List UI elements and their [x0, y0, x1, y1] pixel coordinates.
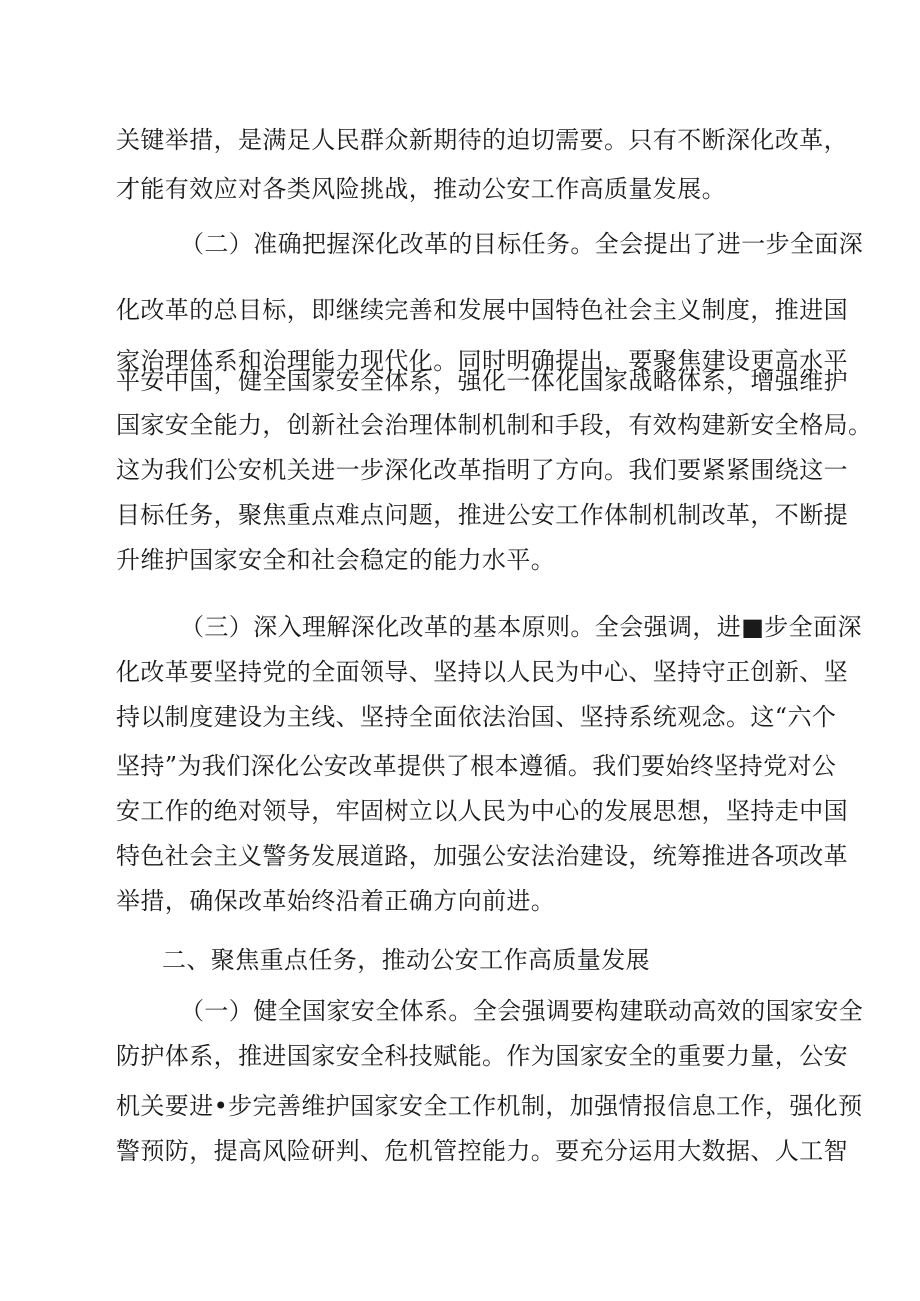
text-line: 举措，确保改革始终沿着正确方向前进。: [116, 887, 556, 915]
text-line: 化改革的总目标，即继续完善和发展中国特色社会主义制度，推进国: [116, 296, 848, 324]
text-line: 这为我们公安机关进一步深化改革指明了方向。我们要紧紧围绕这一: [116, 456, 848, 484]
paragraph-start-line: （二）准确把握深化改革的目标任务。全会提出了进一步全面深: [180, 230, 864, 258]
text-line: 化改革要坚持党的全面领导、坚持以人民为中心、坚持守正创新、坚: [116, 658, 848, 686]
text-line: 国家安全能力，创新社会治理体制机制和手段，有效构建新安全格局。: [116, 411, 873, 439]
text-line: 关键举措，是满足人民群众新期待的迫切需要。只有不断深化改革，: [116, 126, 848, 154]
text-line: 防护体系，推进国家安全科技赋能。作为国家安全的重要力量，公安: [116, 1042, 848, 1070]
text-line: 持以制度建设为主线、坚持全面依法治国、坚持系统观念。这“六个: [116, 703, 837, 731]
paragraph-start-line: （三）深入理解深化改革的基本原则。全会强调，进■步全面深: [180, 613, 862, 641]
text-line: 目标任务，聚焦重点难点问题，推进公安工作体制机制改革，不断提: [116, 501, 848, 529]
text-line: 升维护国家安全和社会稳定的能力水平。: [116, 546, 556, 574]
section-heading: 二、聚焦重点任务，推动公安工作高质量发展: [162, 946, 650, 974]
text-line: 才能有效应对各类风险挑战，推动公安工作高质量发展。: [116, 175, 726, 203]
text-line: 平安中国，健全国家安全体系，强化一体化国家战略体系，增强维护: [116, 367, 848, 395]
text-line: 警预防，提高风险研判、危机管控能力。要充分运用大数据、人工智: [116, 1137, 848, 1165]
text-line: 特色社会主义警务发展道路，加强公安法治建设，统筹推进各项改革: [116, 842, 848, 870]
text-line: 安工作的绝对领导，牢固树立以人民为中心的发展思想，坚持走中国: [116, 797, 848, 825]
text-line: 坚持”为我们深化公安改革提供了根本遵循。我们要始终坚持党对公: [116, 752, 837, 780]
text-line: 家治理体系和治理能力现代化。同时明确提出，要聚焦建设更高水平: [116, 347, 848, 375]
text-line: 机关要进•步完善维护国家安全工作机制，加强情报信息工作，强化预: [116, 1092, 863, 1120]
paragraph-start-line: （一）健全国家安全体系。全会强调要构建联动高效的国家安全: [180, 997, 864, 1025]
